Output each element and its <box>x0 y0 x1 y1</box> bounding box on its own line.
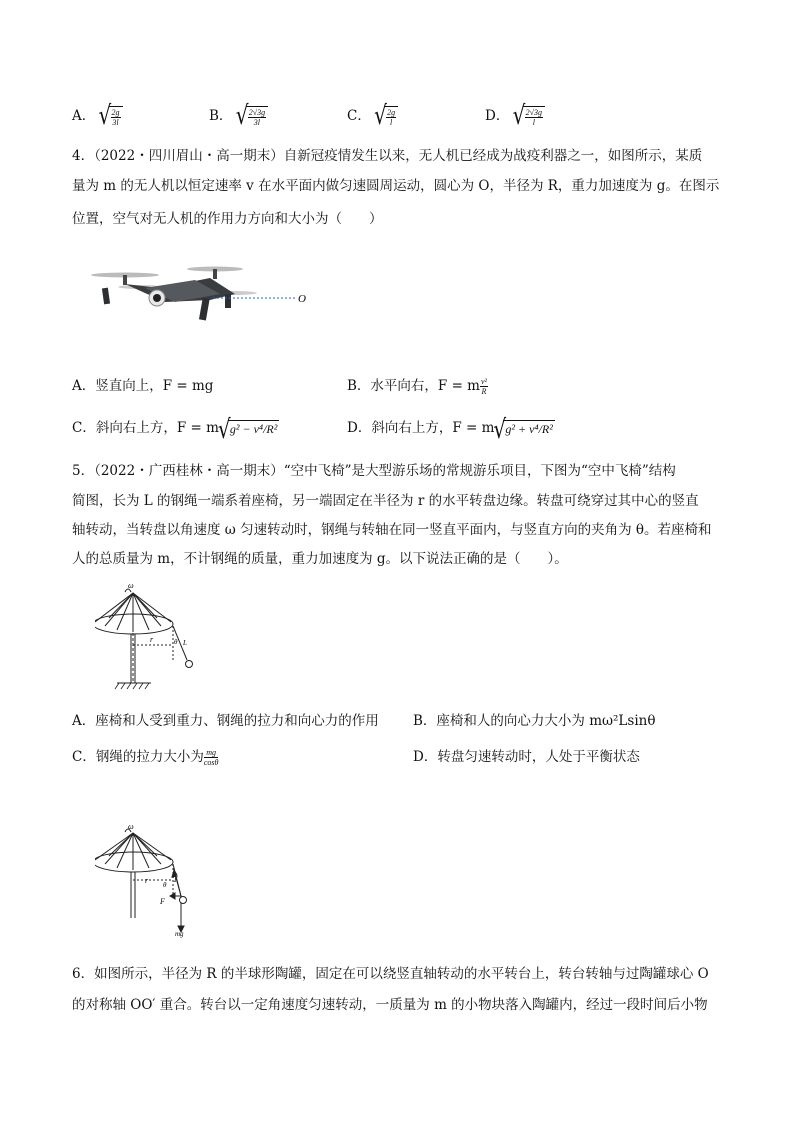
q4-option-c <box>72 416 279 437</box>
tension-t-label: T <box>173 875 178 884</box>
q3-option-c <box>347 104 398 127</box>
q4-stem-line-3: 位置，空气对无人机的作用力方向和大小为（ ） <box>72 211 383 227</box>
q4-drone-figure <box>85 258 315 338</box>
option-text: B．水平向右，F = m <box>347 378 480 394</box>
q3-option-b <box>209 104 268 127</box>
frac-num: mg <box>204 748 219 758</box>
option-label: C． <box>347 108 371 124</box>
q4-option-a: A．竖直向上，F = mg <box>72 378 214 394</box>
radius-r-label: r <box>145 876 149 885</box>
q4-stem-line-2: 量为 m 的无人机以恒定速率 v 在水平面内做匀速圆周运动，圆心为 O，半径为 R，重力加速度为 g。在图示 <box>72 178 720 194</box>
q5-option-c <box>72 745 218 767</box>
option-text: C．钢绳的拉力大小为 <box>72 749 204 765</box>
radius-r-label: r <box>150 635 154 644</box>
frac-num: v² <box>480 377 487 386</box>
theta-label: θ <box>174 638 178 646</box>
q5-option-a: A．座椅和人受到重力、钢绳的拉力和向心力的作用 <box>72 713 379 729</box>
q4-option-d <box>347 416 555 437</box>
frac-num: √ 2g <box>387 108 396 117</box>
center-o-label: O <box>298 293 306 305</box>
frac-den: 3l <box>253 118 261 127</box>
q5-stem-line-3: 轴转动，当转盘以角速度 ω 匀速转动时，钢绳与转轴在同一竖直平面内，与竖直方向的夹角为 θ。若座椅和 <box>72 522 712 538</box>
q5-stem-line-2: 简图，长为 L 的钢绳一端系着座椅，另一端固定在半径为 r 的水平转盘边缘。转盘可绕穿过其中心的竖直 <box>72 493 699 509</box>
frac-num: √ 2√3g <box>525 108 543 117</box>
q6-stem-line-1: 6．如图所示，半径为 R 的半球形陶罐，固定在可以绕竖直轴转动的水平转台上，转台转轴与过陶罐球心 O <box>72 966 709 982</box>
frac-den: l <box>532 118 535 127</box>
q3-option-a <box>72 104 123 127</box>
frac-den: cosθ <box>203 758 219 767</box>
option-label: B． <box>209 108 233 124</box>
q3-option-d <box>485 104 545 127</box>
option-label: A． <box>72 108 96 124</box>
q4-option-b <box>347 374 488 396</box>
length-l-label: L <box>183 639 187 647</box>
q6-stem-line-2: 的对称轴 OO′ 重合。转台以一定角速度匀速转动，一质量为 m 的小物块落入陶罐内，经过一段时间后小物 <box>72 997 708 1013</box>
weight-mg-label: mg <box>175 930 184 938</box>
q5-swing-figure-1 <box>95 578 225 693</box>
radicand: g² + v⁴/R² <box>505 422 553 436</box>
frac-den: 3l <box>112 118 119 127</box>
force-f-label: F <box>160 897 165 906</box>
omega-label: ω <box>128 822 134 831</box>
frac-den: l <box>390 118 393 127</box>
drone-icon <box>91 267 257 321</box>
option-text: C．斜向右上方，F = m <box>72 420 219 436</box>
option-label: D． <box>485 108 510 124</box>
theta-label: θ <box>163 881 167 889</box>
option-text: D．斜向右上方，F = m <box>347 420 495 436</box>
q5-force-figure <box>95 822 225 940</box>
q5-stem-line-4: 人的总质量为 m，不计钢绳的质量，重力加速度为 g。以下说法正确的是（ ）。 <box>72 551 568 567</box>
q4-stem-line-1: 4．（2022・四川眉山・高一期末）自新冠疫情发生以来，无人机已经成为战疫利器之一，如图所示，某质 <box>72 148 703 164</box>
frac-den: R <box>481 387 487 396</box>
q5-option-b: B．座椅和人的向心力大小为 mω²Lsinθ <box>413 713 656 729</box>
frac-num: √ 2g <box>111 108 120 117</box>
radicand: g² − v⁴/R² <box>229 422 278 436</box>
frac-num: √ 2√3g <box>248 108 266 117</box>
q5-option-d: D．转盘匀速转动时，人处于平衡状态 <box>413 749 640 765</box>
omega-label: ω <box>128 581 134 590</box>
q5-stem-line-1: 5．（2022・广西桂林・高一期末）“空中飞椅”是大型游乐场的常规游乐项目，下图为“空中飞椅”结构 <box>72 463 676 479</box>
